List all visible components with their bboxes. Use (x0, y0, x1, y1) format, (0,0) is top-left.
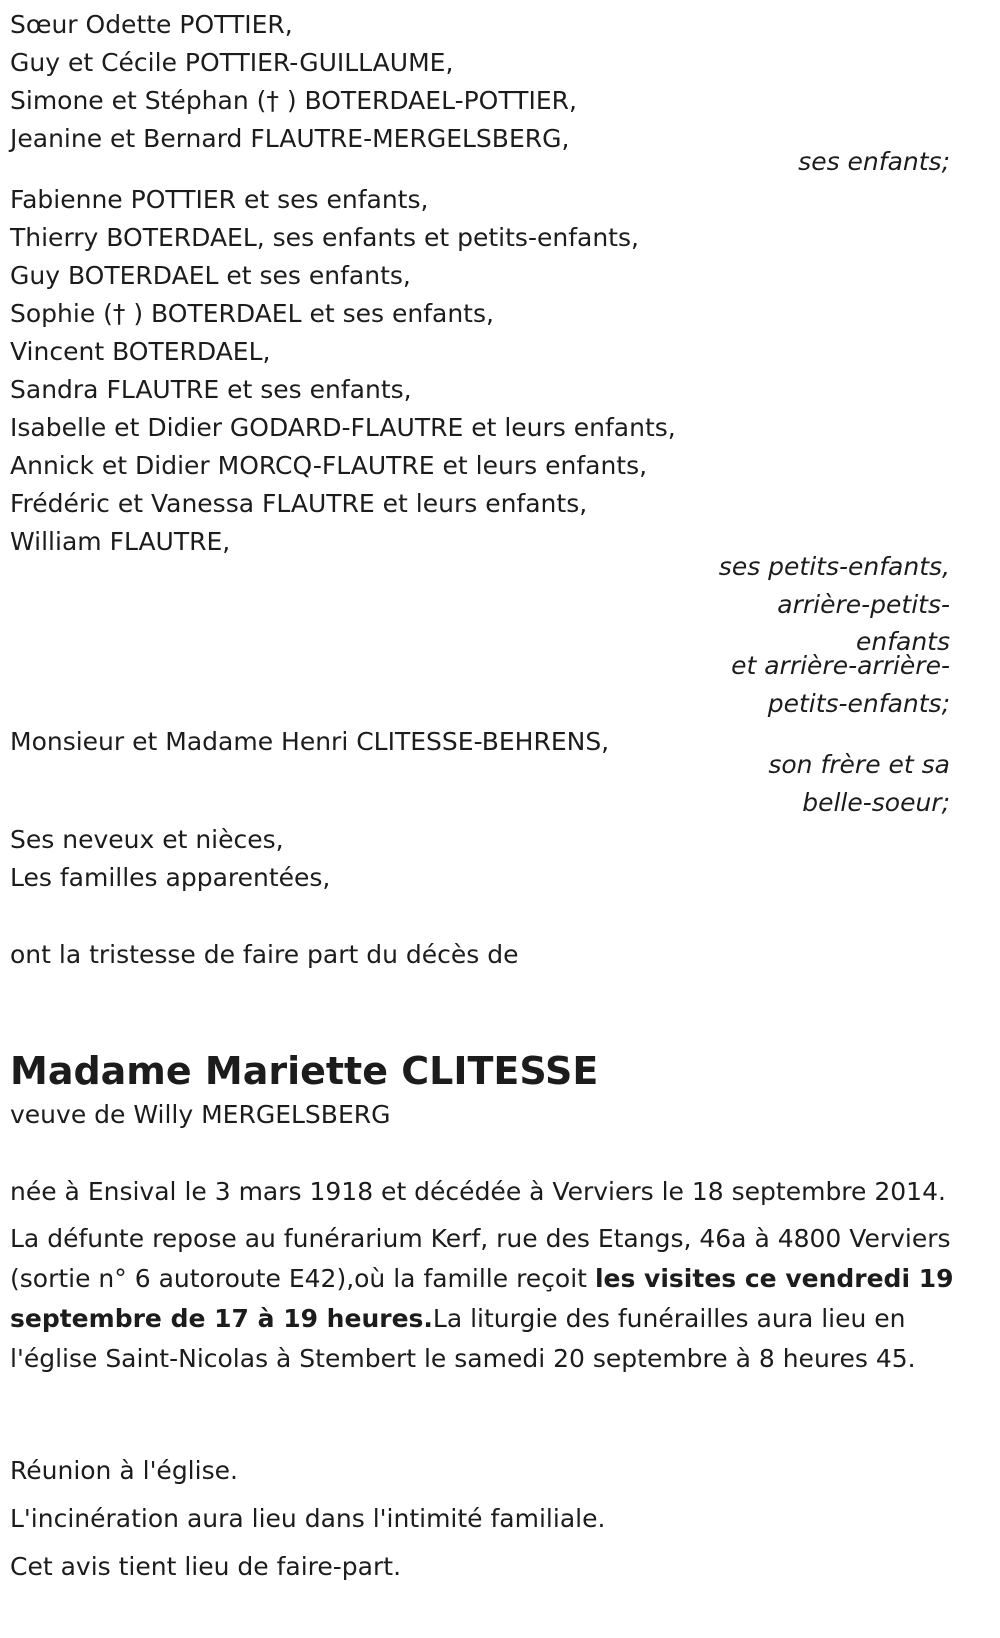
enfant-line: Simone et Stéphan († ) BOTERDAEL-POTTIER, (10, 86, 577, 115)
petits-enfants-label: petits-enfants; (767, 689, 950, 718)
repos-paragraph (10, 1219, 990, 1379)
incineration-text: L'incinération aura lieu dans l'intimité familiale. (10, 1504, 606, 1533)
visites-text: les visites ce vendredi 19 septembre de 17 à 19 heures. (10, 1264, 954, 1333)
frere-label: son frère et sa (768, 750, 950, 779)
enfant-line: Sœur Odette POTTIER, (10, 10, 293, 39)
liturgie-text: La liturgie des funérailles aura lieu en l'église Saint-Nicolas à Stembert le samedi 20 septembre à 8 heures 45. (10, 1304, 916, 1373)
petit-enfant-line: Sophie († ) BOTERDAEL et ses enfants, (10, 299, 494, 328)
petit-enfant-line: Fabienne POTTIER et ses enfants, (10, 185, 429, 214)
petits-enfants-label: ses petits-enfants, (718, 552, 950, 581)
petits-enfants-label: enfants (855, 627, 950, 656)
petit-enfant-line: Guy BOTERDAEL et ses enfants, (10, 261, 411, 290)
reunion-text: Réunion à l'église. (10, 1456, 238, 1485)
petit-enfant-line: Isabelle et Didier GODARD-FLAUTRE et leurs enfants, (10, 413, 676, 442)
petit-enfant-line: Sandra FLAUTRE et ses enfants, (10, 375, 412, 404)
enfants-label: ses enfants; (798, 147, 950, 176)
naissance-text: née à Ensival le 3 mars 1918 et décédée à Verviers le 18 septembre 2014. (10, 1177, 946, 1206)
frere-line: Monsieur et Madame Henri CLITESSE-BEHRENS, (10, 727, 610, 756)
petit-enfant-line: Frédéric et Vanessa FLAUTRE et leurs enfants, (10, 489, 588, 518)
repos-text: La défunte repose au funérarium Kerf, rue des Etangs, 46a à 4800 Verviers (sortie n° 6 autoroute E42),où la famille reçoit (10, 1224, 951, 1293)
petit-enfant-line: Thierry BOTERDAEL, ses enfants et petits-enfants, (10, 223, 639, 252)
petit-enfant-line: Annick et Didier MORCQ-FLAUTRE et leurs enfants, (10, 451, 648, 480)
petits-enfants-label: arrière-petits- (777, 590, 950, 619)
petit-enfant-line: William FLAUTRE, (10, 527, 231, 556)
enfant-line: Jeanine et Bernard FLAUTRE-MERGELSBERG, (10, 124, 570, 153)
frere-label: belle-soeur; (802, 788, 950, 817)
petits-enfants-label: et arrière-arrière- (731, 651, 950, 680)
annonce-text: ont la tristesse de faire part du décès de (10, 940, 519, 969)
enfant-line: Guy et Cécile POTTIER-GUILLAUME, (10, 48, 454, 77)
defunte-name: Madame Mariette CLITESSE (10, 1049, 599, 1093)
autres-line: Ses neveux et nièces, (10, 825, 284, 854)
veuve-text: veuve de Willy MERGELSBERG (10, 1100, 391, 1129)
petit-enfant-line: Vincent BOTERDAEL, (10, 337, 271, 366)
faire-part-text: Cet avis tient lieu de faire-part. (10, 1552, 402, 1581)
autres-line: Les familles apparentées, (10, 863, 331, 892)
